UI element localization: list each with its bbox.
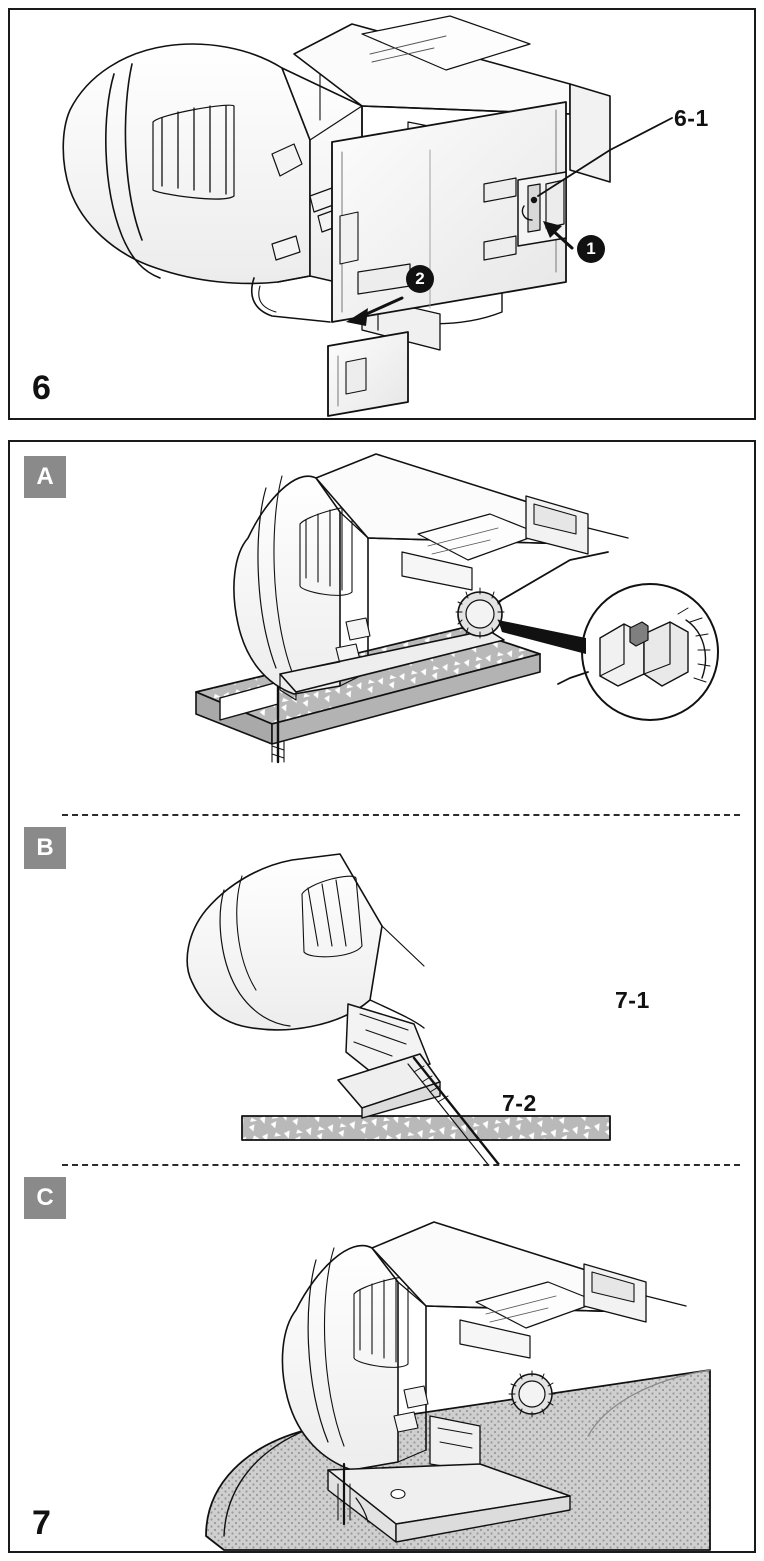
callout-label-7-2: 7-2	[502, 1090, 537, 1116]
callout-label-6-1: 6-1	[674, 105, 709, 131]
panel-b-artwork	[10, 814, 754, 1164]
step-bullet-2: 2	[406, 265, 434, 293]
figure-7	[8, 440, 756, 1553]
figure-number-6: 6	[32, 369, 51, 407]
panel-a-artwork	[10, 442, 754, 814]
panel-letter-c: C	[24, 1177, 66, 1219]
step-bullet-1: 1	[577, 235, 605, 263]
figure-number-7: 7	[32, 1504, 51, 1542]
panel-letter-b: B	[24, 827, 66, 869]
callout-label-7-1: 7-1	[615, 987, 650, 1013]
panel-c-artwork	[10, 1164, 754, 1551]
figure-6-artwork	[10, 10, 754, 418]
figure-6	[8, 8, 756, 420]
panel-letter-a: A	[24, 456, 66, 498]
